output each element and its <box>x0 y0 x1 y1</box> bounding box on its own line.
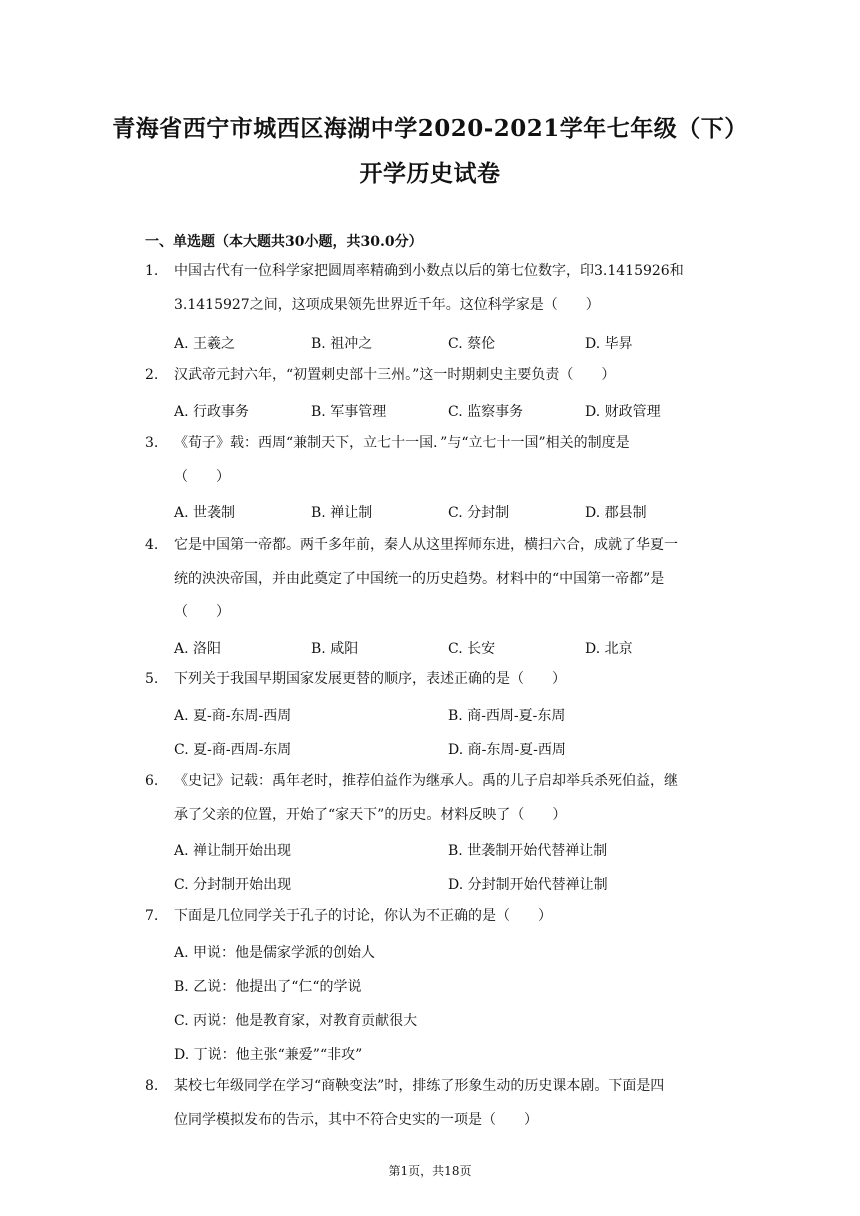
question-number: 3. <box>145 435 159 451</box>
option-b[interactable]: B. 禅让制 <box>311 505 373 521</box>
option-a[interactable]: A. 洛阳 <box>174 641 222 657</box>
option-a[interactable]: A. 行政事务 <box>174 404 250 420</box>
question-number: 1. <box>145 263 159 279</box>
question-text: 下列关于我国早期国家发展更替的顺序，表述正确的是（ ） <box>174 671 566 687</box>
question-text: （ ） <box>174 604 230 620</box>
question-number: 4. <box>145 537 159 553</box>
option-d[interactable]: D. 毕昇 <box>585 336 633 352</box>
question-text: 统的泱泱帝国，并由此奠定了中国统一的历史趋势。材料中的“中国第一帝都”是 <box>174 570 665 587</box>
option-b[interactable]: B. 咸阳 <box>311 641 359 657</box>
question-text: 位同学模拟发布的告示，其中不符合史实的一项是（ ） <box>174 1111 538 1128</box>
option-c[interactable]: C. 分封制开始出现 <box>174 877 292 893</box>
option-c[interactable]: C. 蔡伦 <box>448 336 496 352</box>
question-text: （ ） <box>174 468 230 485</box>
option-d[interactable]: D. 商-东周-夏-西周 <box>448 742 566 758</box>
question-text: 3.1415927之间，这项成果领先世界近千年。这位科学家是（ ） <box>174 296 600 313</box>
option-c[interactable]: C. 丙说：他是教育家，对教育贡献很大 <box>174 1013 418 1029</box>
question-number: 2. <box>145 367 159 383</box>
option-c[interactable]: C. 夏-商-西周-东周 <box>174 742 292 758</box>
exam-title-line2: 开学历史试卷 <box>359 160 501 187</box>
exam-title-line1: 青海省西宁市城西区海湖中学2020-2021学年七年级（下） <box>112 115 748 142</box>
page-footer: 第1页，共18页 <box>388 1164 472 1178</box>
question-text: 《史记》记载：禹年老时，推荐伯益作为继承人。禹的儿子启却举兵杀死伯益，继 <box>174 773 678 789</box>
question-number: 7. <box>145 908 159 924</box>
option-a[interactable]: A. 王羲之 <box>174 336 236 352</box>
question-text: 中国古代有一位科学家把圆周率精确到小数点以后的第七位数字，印3.1415926和 <box>174 263 684 279</box>
section-heading: 一、单选题（本大题共30小题，共30.0分） <box>145 234 423 250</box>
option-a[interactable]: A. 禅让制开始出现 <box>174 843 292 859</box>
option-d[interactable]: D. 分封制开始代替禅让制 <box>448 877 608 893</box>
option-a[interactable]: A. 夏-商-东周-西周 <box>174 708 292 724</box>
option-b[interactable]: B. 商-西周-夏-东周 <box>448 708 566 724</box>
question-text: 它是中国第一帝都。两千多年前，秦人从这里挥师东进，横扫六合，成就了华夏一 <box>174 537 678 553</box>
question-text: 汉武帝元封六年，“初置刺史部十三州。”这一时期刺史主要负责（ ） <box>174 367 616 383</box>
option-b[interactable]: B. 祖冲之 <box>311 336 373 352</box>
question-text: 承了父亲的位置，开始了“家天下”的历史。材料反映了（ ） <box>174 806 567 823</box>
option-c[interactable]: C. 分封制 <box>448 505 510 521</box>
option-d[interactable]: D. 财政管理 <box>585 404 661 420</box>
option-a[interactable]: A. 甲说：他是儒家学派的创始人 <box>174 945 376 961</box>
option-d[interactable]: D. 丁说：他主张“兼爱”“非攻” <box>174 1047 363 1063</box>
question-number: 5. <box>145 671 159 687</box>
option-d[interactable]: D. 北京 <box>585 641 633 657</box>
option-c[interactable]: C. 监察事务 <box>448 404 524 420</box>
option-d[interactable]: D. 郡县制 <box>585 505 647 521</box>
option-b[interactable]: B. 乙说：他提出了“仁“的学说 <box>174 979 362 995</box>
option-b[interactable]: B. 世袭制开始代替禅让制 <box>448 843 608 859</box>
question-text: 某校七年级同学在学习“商鞅变法”时，排练了形象生动的历史课本剧。下面是四 <box>174 1078 665 1094</box>
option-c[interactable]: C. 长安 <box>448 641 496 657</box>
option-b[interactable]: B. 军事管理 <box>311 404 387 420</box>
question-number: 6. <box>145 773 159 789</box>
question-text: 下面是几位同学关于孔子的讨论，你认为不正确的是（ ） <box>174 908 552 924</box>
option-a[interactable]: A. 世袭制 <box>174 505 236 521</box>
question-number: 8. <box>145 1078 159 1094</box>
question-text: 《荀子》载：西周“兼制天下，立七十一国．”与“立七十一国”相关的制度是 <box>174 435 630 451</box>
